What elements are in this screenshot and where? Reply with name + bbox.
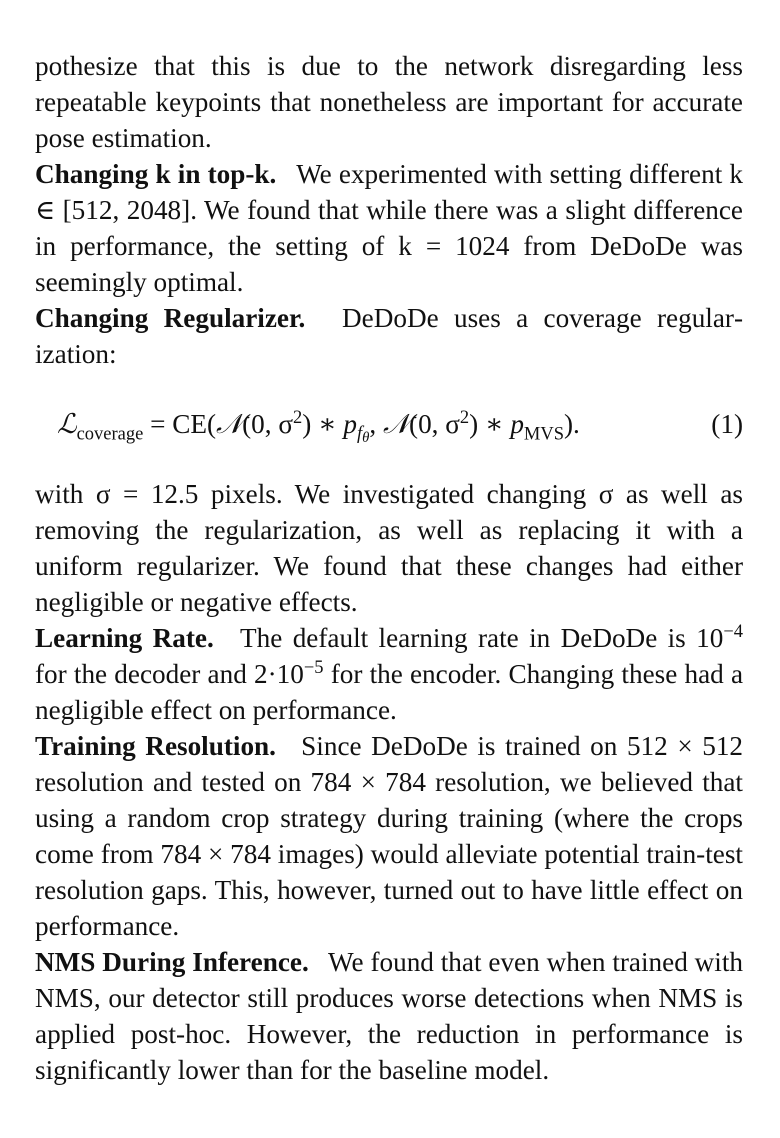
paragraph-intro-text: pothesize that this is due to the network disregarding less repeatable keypoints that nonetheless are important for accurate pose estimation. [35, 51, 743, 153]
paragraph-nms-text: We found that even when trained with NMS, our detector still produces worse detections when NMS is applied post-hoc. However, the reduction in performance is significantly lower than for the baseline model. [35, 947, 744, 1085]
paper-page [35, 48, 743, 1088]
equation-p-sub-theta: θ [362, 430, 370, 447]
equation-close-star-2: ) ∗ [469, 409, 511, 439]
heading-nms-during-inference: NMS During Inference. [35, 947, 309, 977]
paragraph-learning-rate [35, 620, 743, 728]
equation-p-2: p [510, 409, 524, 439]
heading-changing-k: Changing k in top-k. [35, 159, 277, 189]
equation-lhs-symbol: ℒ [57, 409, 77, 440]
learning-rate-exponent-2: −5 [303, 656, 324, 677]
equation-lhs-subscript: coverage [76, 423, 144, 444]
equation-p-1: p [343, 409, 357, 439]
equation-p-sub-f-letter: f [356, 423, 363, 444]
equation-square-2: 2 [459, 406, 470, 427]
paragraph-training-resolution-text: Since DeDoDe is trained on 512 × 512 resolution and tested on 784 × 784 resolution, we believed that using a random crop strategy during training (where the crops come from 784 × 784 images) would alleviate potential train-test resolution gaps. This, however, turned out to have little effect on performance. [35, 731, 744, 941]
heading-training-resolution: Training Resolution. [35, 731, 276, 761]
equation-close-star-1: ) ∗ [302, 409, 344, 439]
equation-comma: , [369, 409, 383, 439]
paragraph-after-equation [35, 476, 743, 620]
equation-number: (1) [711, 409, 743, 439]
equation-args-1: (0, σ [242, 409, 293, 439]
learning-rate-text-2: for the decoder and 2·10 [35, 659, 304, 689]
paragraph-topk [35, 156, 743, 300]
equation-eq-sign: = [143, 409, 173, 439]
paragraph-regularizer [35, 300, 743, 372]
paragraph-after-equation-text: with σ = 12.5 pixels. We investigated changing σ as well as removing the regularization, as well as replacing it with a uniform regularizer. We found that these changes had either negligible or negative effects. [35, 479, 743, 617]
heading-changing-regularizer: Changing Regularizer. [35, 303, 306, 333]
learning-rate-exponent-1: −4 [723, 620, 743, 641]
paragraph-topk-text: We experimented with setting different k ∈ [512, 2048]. We found that while there was a slight difference in performance, the setting of k = 1024 from DeDoDe was seemingly optimal. [35, 159, 744, 297]
paragraph-intro [35, 48, 743, 156]
learning-rate-text-1: The default learning rate in DeDoDe is 10 [240, 623, 724, 653]
equation-p-sub-mvs: MVS [523, 423, 564, 444]
equation-square-1: 2 [292, 406, 303, 427]
paragraph-training-resolution [35, 728, 743, 944]
equation-normal-symbol-1: 𝒩 [216, 409, 243, 440]
paragraph-nms [35, 944, 743, 1088]
equation-body [57, 406, 580, 447]
equation-p-sub-f [356, 423, 370, 447]
heading-learning-rate: Learning Rate. [35, 623, 214, 653]
paragraph-regularizer-text: DeDoDe uses a coverage regularization: [35, 303, 744, 369]
learning-rate-text-3: for the encoder. Changing these had a negligible effect on performance. [35, 659, 744, 725]
equation-normal-symbol-2: 𝒩 [382, 409, 410, 440]
equation-coverage [35, 406, 743, 447]
equation-args-2: (0, σ [409, 409, 460, 439]
equation-end: ). [563, 409, 580, 439]
equation-ce: CE( [172, 409, 217, 439]
